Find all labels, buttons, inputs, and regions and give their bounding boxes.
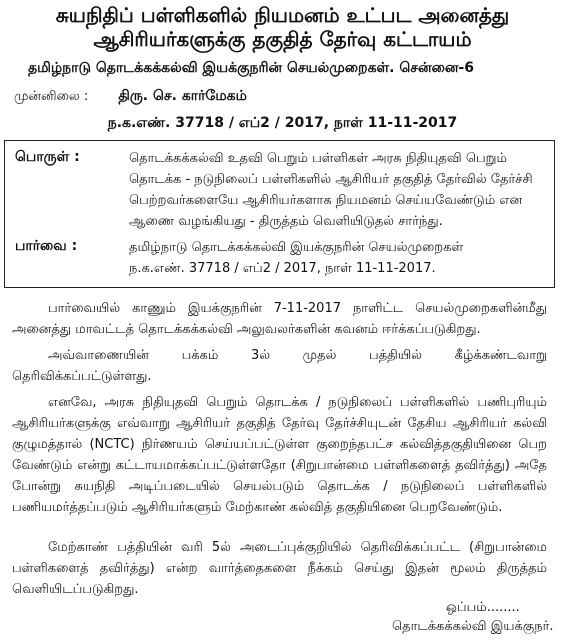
paragraph-3: எனவே, அரசு நிதியுதவி பெறும் தொடக்க / நடுநிலைப் பள்ளிகளில் பணிபுரியும் ஆசிரியர்களுக்கு எவ்வாறு ஆசிரியர் தகுதித் தேர்வு தேர்ச்சியுடன் தேசிய ஆசிரியர் கல்வி குழுமத்தால் (NCTC) நிர்ணயம் செய்யப்பட்டுள்ள குறைந்தபட்ச கல்வித்தகுதியினை பெற வேண்டும் என்று கட்டாயமாக்கப்பட்டுள்ளதோ (சிறுபான்மை பள்ளிகளைத் தவிர்த்து) அதே போன்று சுயநிதி அடிப்படையில் செயல்படும் தொடக்க / நடுநிலைப் பள்ளிகளில் பணியமர்த்தப்படும் ஆசிரியர்களும் மேற்காண் கல்வித் தகுதியினை பெறவேண்டும். — [12, 395, 547, 515]
reference-number: ந.க.எண். 37718 / எப்2 / 2017, நாள் 11-11-2017 — [107, 115, 458, 131]
presence-name: திரு. செ. கார்மேகம் — [118, 88, 247, 104]
headline — [0, 3, 565, 51]
paragraph-4: மேற்காண் பத்தியின் வரி 5ல் அடைப்புக்குறியில் தெரிவிக்கப்பட்ட (சிறுபான்மை பள்ளிகளைத் தவிர்த்து) என்ற வார்த்தைகளை நீக்கம் செய்து இதன் மூலம் திருத்தம் வெளியிடப்படுகிறது. — [12, 540, 547, 597]
subject-box — [4, 140, 555, 288]
signatory-office: தொடக்கக்கல்வி இயக்குநர். — [392, 619, 554, 634]
viewed-line: தமிழ்நாடு தொடக்கக்கல்வி இயக்குநரின் செயல்முறைகள் — [129, 240, 464, 255]
headline-line-2: ஆசிரியர்களுக்கு தகுதித் தேர்வு கட்டாயம் — [93, 27, 472, 51]
paragraph-2: அவ்வாணையின் பக்கம் 3ல் முதல் பத்தியில் கீழ்க்கண்டவாறு தெரிவிக்கப்பட்டுள்ளது. — [12, 348, 547, 384]
subject-label: பொருள் : — [15, 149, 80, 165]
viewed-label: பார்வை : — [15, 238, 78, 254]
viewed-line: ந.க.எண். 37718 / எப்2 / 2017, நாள் 11-11-2017. — [129, 261, 436, 276]
subject-line: தொடக்கக்கல்வி உதவி பெறும் பள்ளிகள் அரசு நிதியுதவி பெறும் — [129, 151, 507, 166]
viewed-text — [129, 237, 549, 279]
department-title: தமிழ்நாடு தொடக்கக்கல்வி இயக்குநரின் செயல்முறைகள். சென்னை-6 — [28, 60, 474, 76]
subject-line: பெற்றவர்களையே ஆசிரியர்களாக நியமனம் செய்யவேண்டும் என — [129, 193, 523, 208]
presence-line — [14, 88, 247, 106]
headline-line-1: சுயநிதிப் பள்ளிகளில் நியமனம் உட்பட அனைத்து — [55, 3, 510, 27]
subject-line: தொடக்க - நடுநிலைப் பள்ளிகளில் ஆசிரியர் தகுதித் தேர்வில் தேர்ச்சி — [129, 172, 533, 187]
subject-text — [129, 148, 549, 232]
signature-mark: ஒப்பம்........ — [446, 600, 520, 615]
subject-line: ஆணை வழங்கியது - திருத்தம் வெளியிடுதல் சார்ந்து. — [129, 214, 443, 229]
paragraph-1: பார்வையில் காணும் இயக்குநரின் 7-11-2017 நாளிட்ட செயல்முறைகளின்மீது அனைத்து மாவட்டத் தொடக்கக்கல்வி அலுவலர்களின் கவனம் ஈர்க்கப்படுகிறது. — [12, 301, 547, 337]
presence-label: முன்னிலை : — [14, 89, 89, 104]
